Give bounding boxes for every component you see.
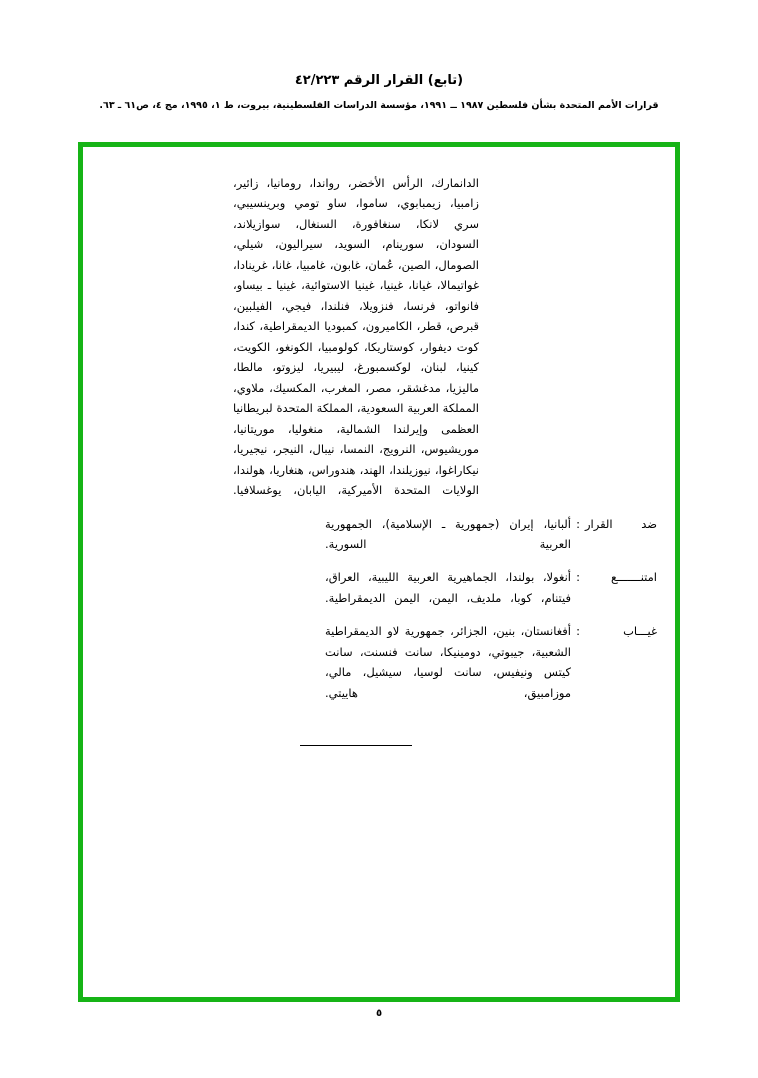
vote-row bbox=[101, 567, 657, 608]
countries-paragraph: الدانمارك، الرأس الأخضر، رواندا، رومانيا، زائير، زامبيا، زيمبابوي، ساموا، ساو تومي وبرينسيبي، سري لانكا، سنغافورة، السنغال، سوازيلاند، السودان، سورينام، السويد، سيراليون، شيلي، الصومال، الصين، عُمان، غابون، غامبيا، غانا، غرينادا، غواتيمالا، غيانا، غينيا، غينيا الاستوائية، غينيا ـ بيساو، فانواتو، فرنسا، فنزويلا، فنلندا، فيجي، الفيلبين، قبرص، قطر، الكاميرون، كمبوديا الديمقراطية، كندا، كوت ديفوار، كوستاريكا، كولومبيا، الكونغو، الكويت، كينيا، لبنان، لوكسمبورغ، ليبيريا، ليزوتو، مالطا، ماليزيا، مدغشقر، مصر، المغرب، المكسيك، ملاوي، المملكة العربية السعودية، المملكة المتحدة لبريطانيا العظمى وإيرلندا الشمالية، منغوليا، موريتانيا، موريشيوس، النرويج، النمسا، نيبال، النيجر، نيجيريا، نيكاراغوا، نيوزيلندا، الهند، هندوراس، هنغاريا، هولندا، الولايات المتحدة الأميركية، اليابان، يوغسلافيا. bbox=[233, 176, 479, 498]
vote-colon: : bbox=[576, 624, 580, 639]
vote-text: أفغانستان، بنين، الجزائر، جمهورية لاو الديمقراطية الشعبية، جيبوتي، دومينيكا، سانت فنسنت، سانت كيتس ونيفيس، سانت لوسيا، سيشيل، مالي، موزامبيق، هاييتي. bbox=[325, 624, 571, 700]
vote-row bbox=[101, 621, 657, 703]
vote-colon: : bbox=[576, 516, 580, 531]
vote-text: ألبانيا، إيران (جمهورية ـ الإسلامية)، الجمهورية العربية السورية. bbox=[325, 516, 571, 551]
vote-label: امتنـــــــع bbox=[611, 570, 657, 585]
page-number: ٥ bbox=[375, 1008, 383, 1019]
document-body bbox=[83, 173, 675, 746]
page-title: (تابع) القرار الرقم ٤٢/٢٢٣ bbox=[294, 73, 464, 88]
vote-label: ضد القرار bbox=[585, 516, 657, 531]
section-divider bbox=[233, 745, 479, 746]
vote-text: أنغولا، بولندا، الجماهيرية العربية الليبية، العراق، فيتنام، كوبا، ملديف، اليمن، اليمن الديمقراطية. bbox=[325, 570, 571, 605]
divider-line bbox=[300, 745, 412, 746]
vote-label: غيـــاب bbox=[623, 624, 657, 639]
green-content-frame bbox=[78, 142, 680, 1002]
page-subtitle-source: قرارات الأمم المتحدة بشأن فلسطين ١٩٨٧ ــ ١٩٩١، مؤسسة الدراسات الفلسطينية، بيروت، ط ١، ١٩٩٥، مج ٤، ص٦١ ـ ٦٣. bbox=[99, 100, 659, 112]
page-header bbox=[0, 72, 758, 112]
vote-colon: : bbox=[576, 570, 580, 585]
vote-row bbox=[101, 514, 657, 555]
